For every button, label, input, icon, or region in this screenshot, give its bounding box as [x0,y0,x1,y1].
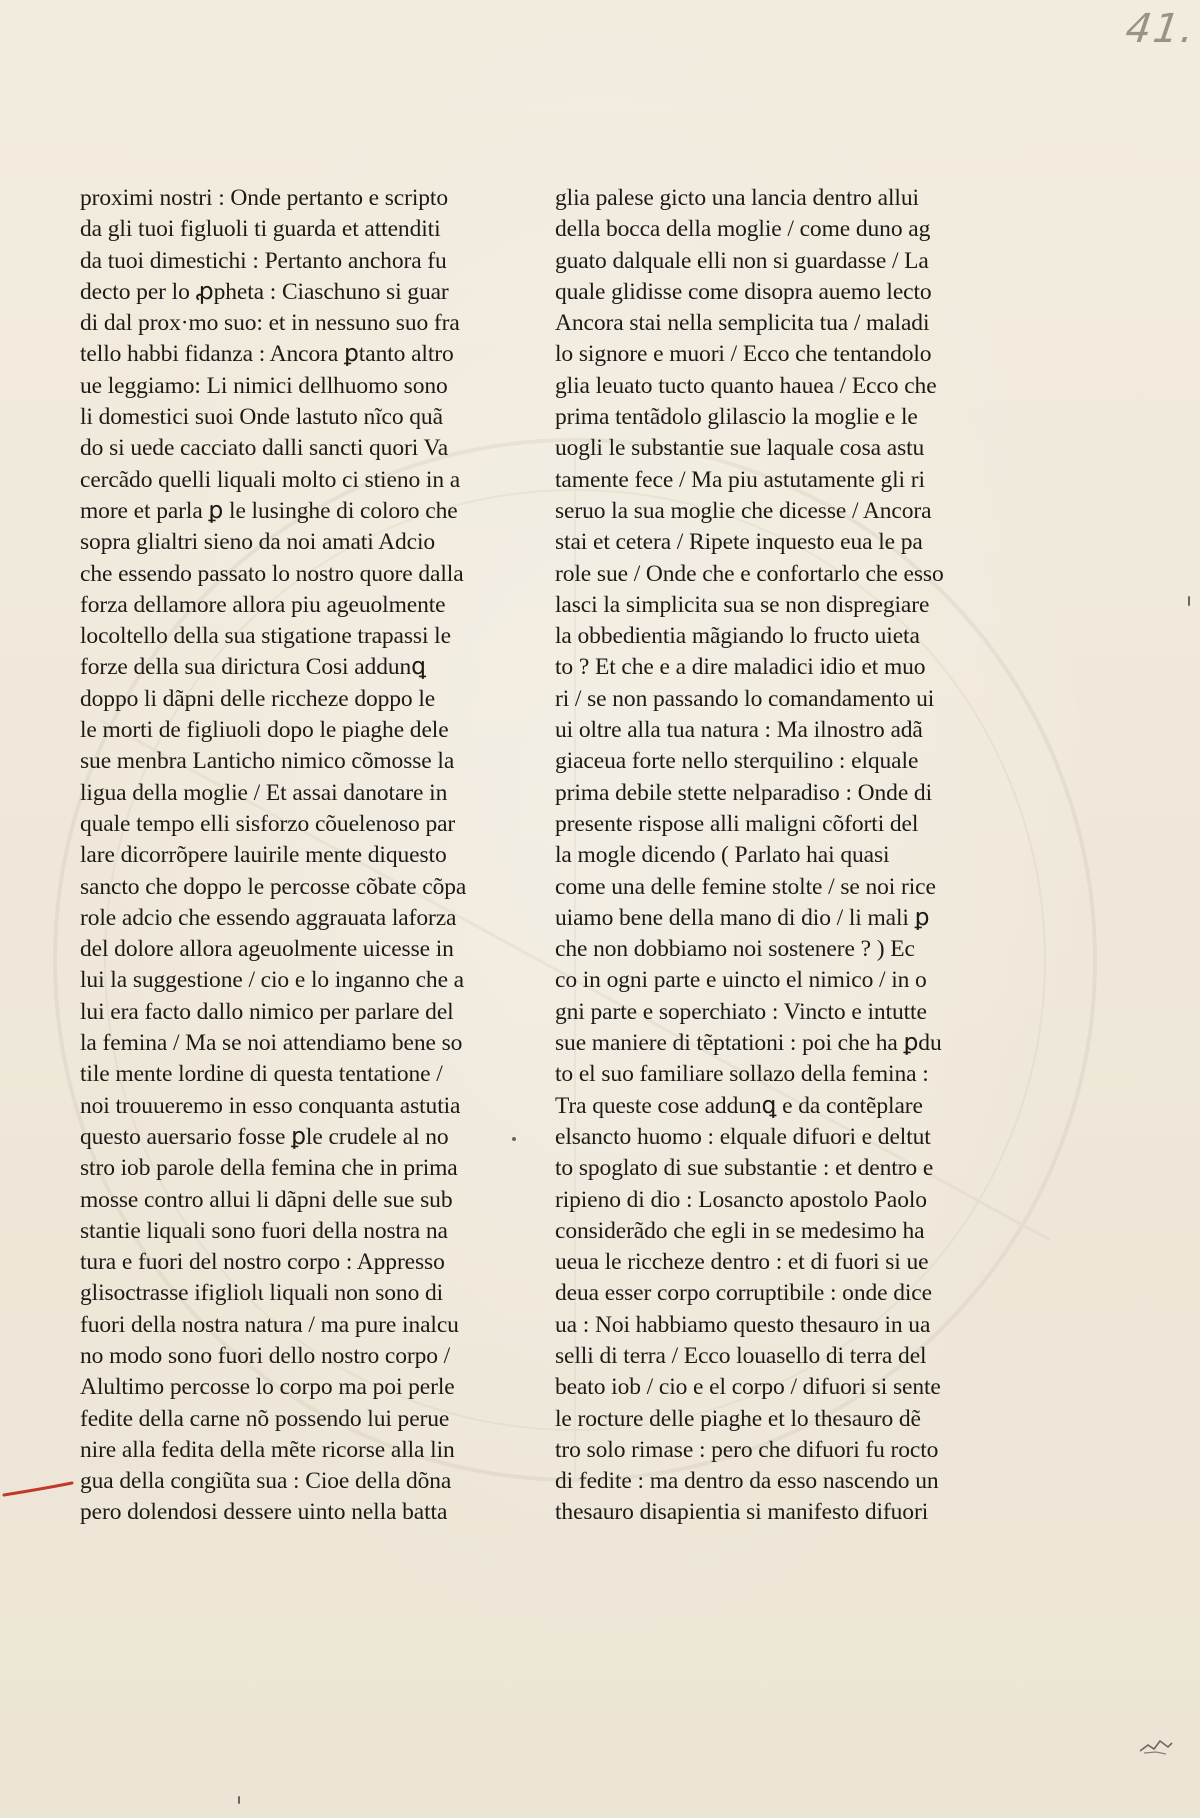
text-line: ri / se non passando lo comandamento ui [555,685,935,712]
text-line: thesauro disapientia si manifesto difuori [555,1499,929,1526]
text-line: more et parla ꝑ le lusinghe di coloro che [80,497,458,524]
text-line: sue maniere di tẽptationi : poi che ha ꝑdu [555,1030,942,1057]
text-line: Tra queste cose addunꝗ e da contẽplare [555,1092,923,1119]
text-line: doppo li dãpni delle riccheze doppo le [80,685,436,712]
text-line: giaceua forte nello sterquilino : elquale [555,748,919,775]
text-line: prima tentãdolo glilascio la moglie e le [555,404,918,431]
text-line: role adcio che essendo aggrauata laforza [80,904,457,931]
paper-speck [512,1137,516,1141]
paper-speck [238,1796,240,1804]
text-line: le rocture delle piaghe et lo thesauro dẽ [555,1405,921,1432]
text-line: di fedite : ma dentro da esso nascendo un [555,1468,939,1495]
text-line: da gli tuoi figluoli ti guarda et attenditi [80,216,441,243]
text-line: questo auersario fosse ꝑle crudele al no [80,1123,449,1150]
text-line: come una delle femine stolte / se noi rice [555,873,936,900]
text-column-right [555,183,985,1529]
text-line: sancto che doppo le percosse cõbate cõpa [80,873,467,900]
text-line: locoltello della sua stigatione trapassi le [80,623,451,650]
text-line: gua della congiũta sua : Cioe della dõna [80,1468,452,1495]
text-line: da tuoi dimestichi : Pertanto anchora fu [80,247,447,274]
text-line: presente rispose alli maligni cõforti del [555,810,919,837]
paper-speck [1188,596,1190,606]
text-column-left [80,183,510,1529]
text-line: glisoctrasse ifigliolι liquali non sono di [80,1280,444,1307]
red-margin-mark-icon [2,1475,74,1503]
text-line: sue menbra Lanticho nimico cõmosse la [80,748,455,775]
text-line: lare dicorrõpere lauirile mente diquesto [80,842,447,869]
text-line: forze della sua dirictura Cosi addunꝗ [80,654,426,681]
text-line: ligua della moglie / Et assai danotare in [80,779,448,806]
text-line: seruo la sua moglie che dicesse / Ancora [555,497,932,524]
text-line: cercãdo quelli liquali molto ci stieno in a [80,466,461,493]
text-line: elsancto huomo : elquale difuori e deltut [555,1123,931,1150]
text-line: tro solo rimase : pero che difuori fu rocto [555,1436,939,1463]
text-line: gni parte e soperchiato : Vincto e intutte [555,998,927,1025]
text-line: to el suo familiare sollazo della femina : [555,1061,929,1088]
text-line: ueua le riccheze dentro : et di fuori si ue [555,1249,929,1276]
text-line: guato dalquale elli non si guardasse / La [555,247,929,274]
text-line: fedite della carne nõ possendo lui perue [80,1405,450,1432]
text-line: tello habbi fidanza : Ancora ꝑtanto altro [80,341,454,368]
text-line: quale glidisse come disopra auemo lecto [555,278,932,305]
text-line: considerãdo che egli in se medesimo ha [555,1217,925,1244]
text-line: ui oltre alla tua natura : Ma ilnostro adã [555,717,923,744]
text-line: lasci la simplicita sua se non dispregiare [555,591,930,618]
text-line: glia palese gicto una lancia dentro allui [555,185,919,211]
text-line: proximi nostri : Onde pertanto e scripto [80,185,449,211]
text-line: do si uede cacciato dalli sancti quori Va [80,435,449,462]
text-line: mosse contro allui li dãpni delle sue sub [80,1186,453,1213]
text-line: stro iob parole della femina che in prima [80,1155,458,1182]
text-line: beato iob / cio e el corpo / difuori si sente [555,1374,941,1401]
text-line: li domestici suoi Onde lastuto nĩco quã [80,404,443,431]
text-line: le morti de figliuoli dopo le piaghe dele [80,717,449,744]
corner-smudge-icon [1138,1735,1174,1757]
text-line: quale tempo elli sisforzo cõuelenoso par [80,810,456,837]
text-line: stai et cetera / Ripete inquesto eua le pa [555,529,923,556]
text-line: sopra glialtri sieno da noi amati Adcio [80,529,436,556]
text-line: che essendo passato lo nostro quore dalla [80,560,464,587]
text-line: to spoglato di sue substantie : et dentro e [555,1155,934,1182]
text-line: della bocca della moglie / come duno ag [555,216,931,243]
text-line: la mogle dicendo ( Parlato hai quasi [555,842,890,869]
text-line: la femina / Ma se noi attendiamo bene so [80,1030,463,1057]
text-line: uogli le substantie sue laquale cosa astu [555,435,925,462]
text-line: la obbedientia mãgiando lo fructo uieta [555,623,920,650]
text-line: no modo sono fuori dello nostro corpo / [80,1342,451,1369]
text-line: di dal prox·mo suo: et in nessuno suo fra [80,310,460,337]
text-line: stantie liquali sono fuori della nostra na [80,1217,448,1244]
text-line: role sue / Onde che e confortarlo che esso [555,560,944,587]
text-line: nire alla fedita della mẽte ricorse alla lin [80,1436,455,1463]
text-line: ua : Noi habbiamo questo thesauro in ua [555,1311,931,1338]
text-line: ripieno di dio : Losancto apostolo Paolo [555,1186,927,1213]
text-line: to ? Et che e a dire maladici idio et muo [555,654,926,681]
text-line: co in ogni parte e uincto el nimico / in o [555,967,927,994]
text-line: glia leuato tucto quanto hauea / Ecco che [555,372,937,399]
text-line: deua esser corpo corruptibile : onde dice [555,1280,932,1307]
text-line: decto per lo ꝓpheta : Ciaschuno si guar [80,278,449,305]
text-line: che non dobbiamo noi sostenere ? ) Ec [555,936,915,963]
text-line: pero dolendosi dessere uinto nella batta [80,1499,448,1526]
text-line: selli di terra / Ecco louasello di terra del [555,1342,927,1369]
text-line: tura e fuori del nostro corpo : Appresso [80,1249,445,1276]
text-line: Ancora stai nella semplicita tua / maladi [555,310,930,337]
text-line: prima debile stette nelparadiso : Onde di [555,779,933,806]
text-line: Alultimo percosse lo corpo ma poi perle [80,1374,455,1401]
text-line: ue leggiamo: Li nimici dellhuomo sono [80,372,448,399]
text-line: uiamo bene della mano di dio / li mali ꝑ [555,904,930,931]
text-line: del dolore allora ageuolmente uicesse in [80,936,454,963]
text-line: lo signore e muori / Ecco che tentandolo [555,341,932,368]
text-line: tamente fece / Ma piu astutamente gli ri [555,466,925,493]
text-line: noi trouueremo in esso conquanta astutia [80,1092,461,1119]
text-line: forza dellamore allora piu ageuolmente [80,591,446,618]
text-line: lui era facto dallo nimico per parlare del [80,998,454,1025]
folio-number: 41. [1122,6,1199,52]
text-line: tile mente lordine di questa tentatione / [80,1061,443,1088]
text-line: fuori della nostra natura / ma pure inalcu [80,1311,459,1338]
text-line: lui la suggestione / cio e lo inganno che a [80,967,465,994]
